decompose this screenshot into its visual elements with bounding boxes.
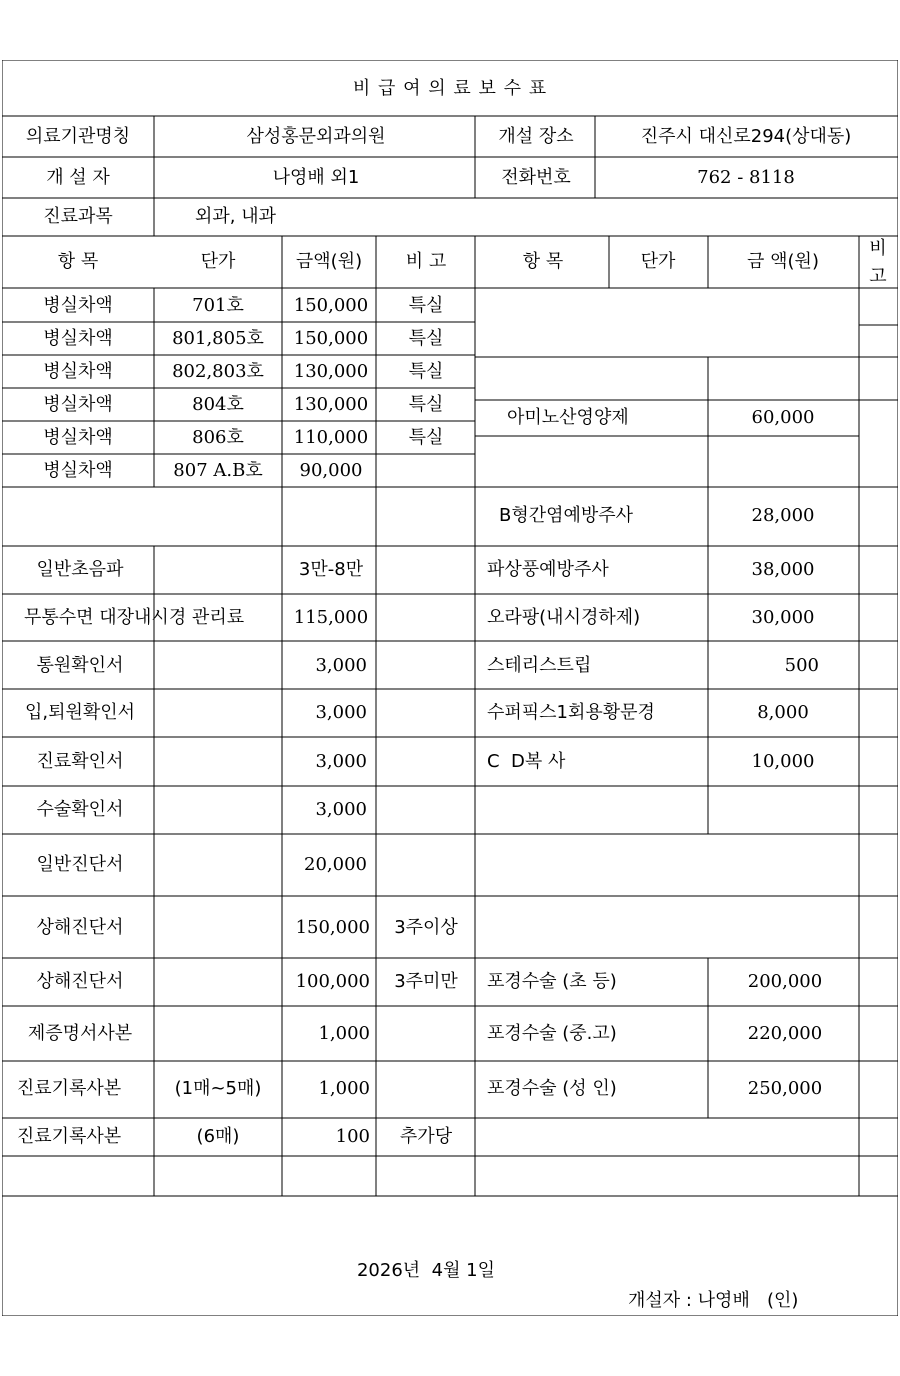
fee-note: 3주이상 [394,917,458,938]
fee-item: C D복 사 [487,751,566,772]
room-amount: 150,000 [293,295,369,316]
room-item: 병실차액 [43,328,113,349]
fee-item: 무통수면 대장내시경 관리료 [24,607,245,628]
header-item: 항 목 [57,251,99,272]
room-unit: 701호 [192,295,244,316]
fee-amount: 1,000 [318,1078,370,1099]
fee-amount: 3,000 [315,799,367,820]
fee-amount: 20,000 [304,854,367,875]
fee-amount: 150,000 [295,917,370,938]
room-note: 특실 [408,361,444,382]
department-value: 외과, 내과 [195,206,276,227]
issue-date: 2026년 4월 1일 [356,1260,496,1281]
phone-label: 전화번호 [501,167,571,188]
fee-note: 추가당 [399,1126,453,1147]
fee-amount: 3,000 [315,655,367,676]
fee-schedule-document [2,60,898,1316]
institution-label: 의료기관명칭 [25,126,131,147]
fee-item: B형간염예방주사 [499,505,634,526]
fee-item: 수술확인서 [36,799,124,820]
room-note: 특실 [408,427,444,448]
fee-item: 상해진단서 [36,917,124,938]
room-item: 병실차액 [43,394,113,415]
fee-amount: 1,000 [318,1023,370,1044]
fee-amount: 28,000 [751,505,815,526]
fee-item: 진료기록사본 [16,1078,122,1099]
room-amount: 150,000 [293,328,369,349]
fee-unit: (6매) [196,1126,240,1147]
founder-label: 개 설 자 [46,167,110,188]
room-item: 병실차액 [43,361,113,382]
room-unit: 802,803호 [172,361,264,382]
fee-amount: 60,000 [751,407,815,428]
fee-amount: 100 [335,1126,370,1147]
location-value: 진주시 대신로294(상대동) [640,126,852,147]
fee-amount: 115,000 [293,607,369,628]
room-item: 병실차액 [43,460,113,481]
fee-item: 진료확인서 [36,751,124,772]
header-note-right-2: 고 [869,266,887,287]
fee-amount: 500 [784,655,819,676]
room-note: 특실 [408,394,444,415]
room-unit: 806호 [192,427,244,448]
fee-item: 상해진단서 [36,971,124,992]
fee-amount: 38,000 [751,559,815,580]
header-note-right-1: 비 [869,238,887,259]
room-note: 특실 [408,295,444,316]
header-item-right: 항 목 [522,251,564,272]
fee-amount: 3,000 [315,751,367,772]
header-amount: 금액(원) [295,251,363,272]
fee-note: 3주미만 [394,971,458,992]
fee-item: 오라팡(내시경하제) [487,607,641,628]
fee-item: 포경수술 (중.고) [487,1023,617,1044]
phone-value: 762 - 8118 [697,167,795,188]
fee-item: 일반진단서 [36,854,124,875]
header-unit-price-right: 단가 [640,251,676,272]
founder-value: 나영배 외1 [272,167,360,188]
room-amount: 110,000 [293,427,369,448]
fee-amount: 30,000 [751,607,815,628]
fee-item: 수퍼픽스1회용황문경 [487,702,655,723]
fee-amount: 8,000 [757,702,809,723]
fee-item: 통원확인서 [36,655,124,676]
room-unit: 801,805호 [172,328,264,349]
fee-item: 포경수술 (성 인) [487,1078,617,1099]
fee-item: 제증명서사본 [27,1023,133,1044]
fee-item: 포경수술 (초 등) [487,971,617,992]
room-note: 특실 [408,328,444,349]
fee-amount: 250,000 [747,1078,823,1099]
room-unit: 807 A.B호 [173,460,263,481]
fee-amount: 220,000 [747,1023,823,1044]
fee-amount: 200,000 [747,971,823,992]
room-amount: 90,000 [299,460,363,481]
fee-item: 스테리스트립 [487,655,592,676]
header-note: 비 고 [405,251,447,272]
room-item: 병실차액 [43,427,113,448]
fee-item: 아미노산영양제 [507,407,629,428]
signer-line: 개설자 : 나영배 (인) [628,1290,799,1311]
fee-item: 일반초음파 [36,559,124,580]
room-unit: 804호 [192,394,244,415]
room-amount: 130,000 [293,361,369,382]
fee-item: 입,퇴원확인서 [24,702,136,723]
fee-amount: 3,000 [315,702,367,723]
fee-item: 파상풍예방주사 [487,559,609,580]
room-item: 병실차액 [43,295,113,316]
header-amount-right: 금 액(원) [747,251,819,272]
fee-item: 진료기록사본 [16,1126,122,1147]
room-amount: 130,000 [293,394,369,415]
fee-amount: 10,000 [751,751,815,772]
fee-amount: 100,000 [295,971,370,992]
document-title: 비 급 여 의 료 보 수 표 [352,78,548,99]
fee-amount: 3만-8만 [298,559,364,580]
location-label: 개설 장소 [498,126,574,147]
header-unit-price: 단가 [200,251,236,272]
department-label: 진료과목 [43,206,113,227]
fee-unit: (1매~5매) [174,1078,262,1099]
institution-value: 삼성홍문외과의원 [246,126,386,147]
